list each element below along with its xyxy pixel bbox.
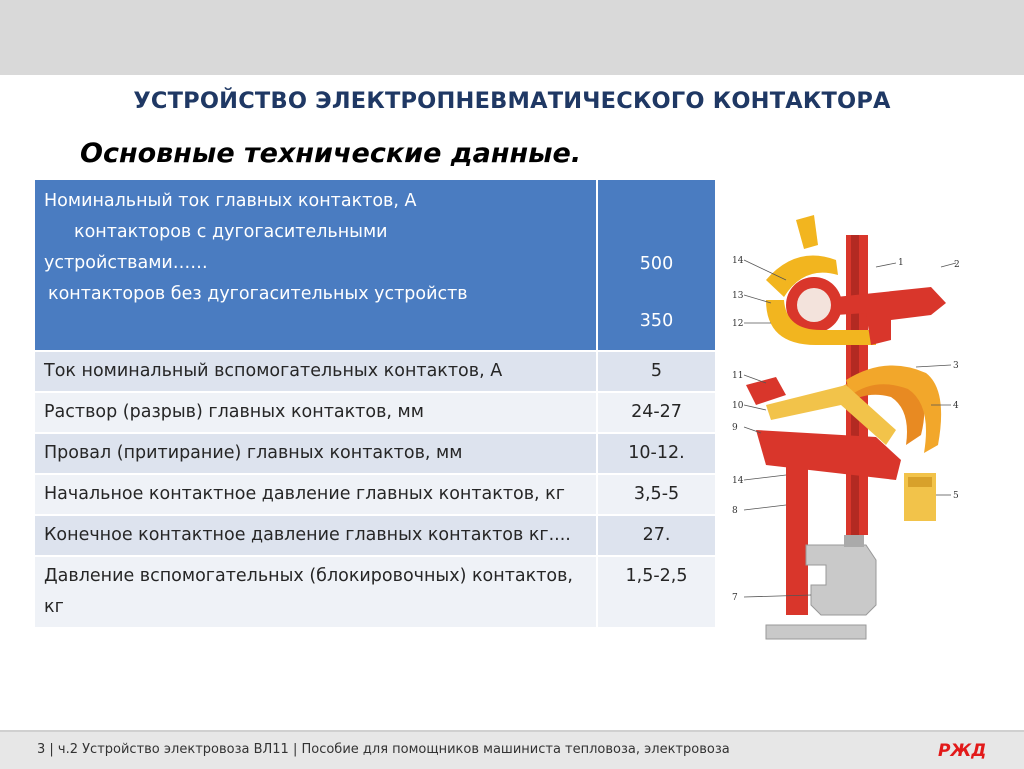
leader-11 [744, 375, 766, 383]
rzd-logo-text: РЖД [938, 741, 987, 760]
contactor-illustration [726, 205, 966, 675]
header-value-cell [597, 179, 716, 351]
leader-9 [744, 427, 761, 433]
top-band [0, 0, 1024, 75]
table-header-row [34, 179, 716, 351]
table-row [34, 556, 716, 628]
label-11: 11 [732, 371, 744, 381]
header-line-1: Номинальный ток главных контактов, А [44, 191, 417, 211]
lower-horn [746, 377, 786, 405]
leader-10 [744, 405, 766, 410]
row-value: 5 [597, 351, 716, 392]
label-14: 14 [732, 256, 744, 266]
label-2: 2 [954, 260, 960, 270]
row-value: 27. [597, 515, 716, 556]
row-param: Провал (притирание) главных контактов, мм [34, 433, 597, 474]
table-row [34, 515, 716, 556]
aux-contact-slot [908, 477, 932, 487]
row-param: Давление вспомогательных (блокировочных) контактов, кг [34, 556, 597, 628]
footer-text: 3 | ч.2 Устройство электровоза ВЛ11 | Пособие для помощников машиниста тепловоза, электровоза [37, 742, 730, 757]
row-value: 10-12. [597, 433, 716, 474]
label-9: 9 [732, 423, 738, 433]
table-row [34, 351, 716, 392]
slide-title: УСТРОЙСТВО ЭЛЕКТРОПНЕВМАТИЧЕСКОГО КОНТАКТОРА [133, 88, 891, 114]
table-row [34, 474, 716, 515]
row-param: Ток номинальный вспомогательных контактов, А [34, 351, 597, 392]
label-14b: 14 [732, 476, 744, 486]
label-3: 3 [953, 361, 959, 371]
footer-bar [0, 730, 1024, 769]
header-line-4: контакторов без дугогасительных устройств [48, 284, 468, 304]
header-param-cell [34, 179, 597, 351]
row-value: 24-27 [597, 392, 716, 433]
label-13: 13 [732, 291, 744, 301]
label-10: 10 [732, 401, 744, 411]
row-param: Раствор (разрыв) главных контактов, мм [34, 392, 597, 433]
drive-rod [844, 535, 864, 547]
table-row [34, 433, 716, 474]
specs-table [33, 178, 717, 629]
label-5: 5 [953, 491, 959, 501]
label-7: 7 [732, 593, 738, 603]
label-8: 8 [732, 506, 738, 516]
pneumatic-drive [806, 545, 876, 615]
row-param: Конечное контактное давление главных контактов кг.... [34, 515, 597, 556]
label-12: 12 [732, 319, 744, 329]
header-line-3: устройствами…… [44, 253, 208, 273]
header-value-b: 350 [639, 311, 674, 331]
slide-subtitle: Основные технические данные. [80, 138, 582, 169]
row-value: 3,5-5 [597, 474, 716, 515]
leader-13 [744, 295, 771, 303]
table-row [34, 392, 716, 433]
mounting-base [766, 625, 866, 639]
left-leg [786, 465, 808, 615]
leader-1 [876, 263, 896, 267]
header-value-a: 500 [639, 254, 674, 274]
arc-horn-top [796, 215, 818, 249]
label-4: 4 [953, 401, 959, 411]
row-param: Начальное контактное давление главных контактов, кг [34, 474, 597, 515]
arc-coil-center [797, 288, 831, 322]
row-value: 1,5-2,5 [597, 556, 716, 628]
header-line-2: контакторов с дугогасительными [74, 222, 388, 242]
leader-14b [744, 475, 786, 480]
label-1: 1 [898, 258, 904, 268]
rzd-logo-icon [936, 740, 988, 760]
leader-8 [744, 505, 786, 510]
leader-3 [916, 365, 951, 367]
